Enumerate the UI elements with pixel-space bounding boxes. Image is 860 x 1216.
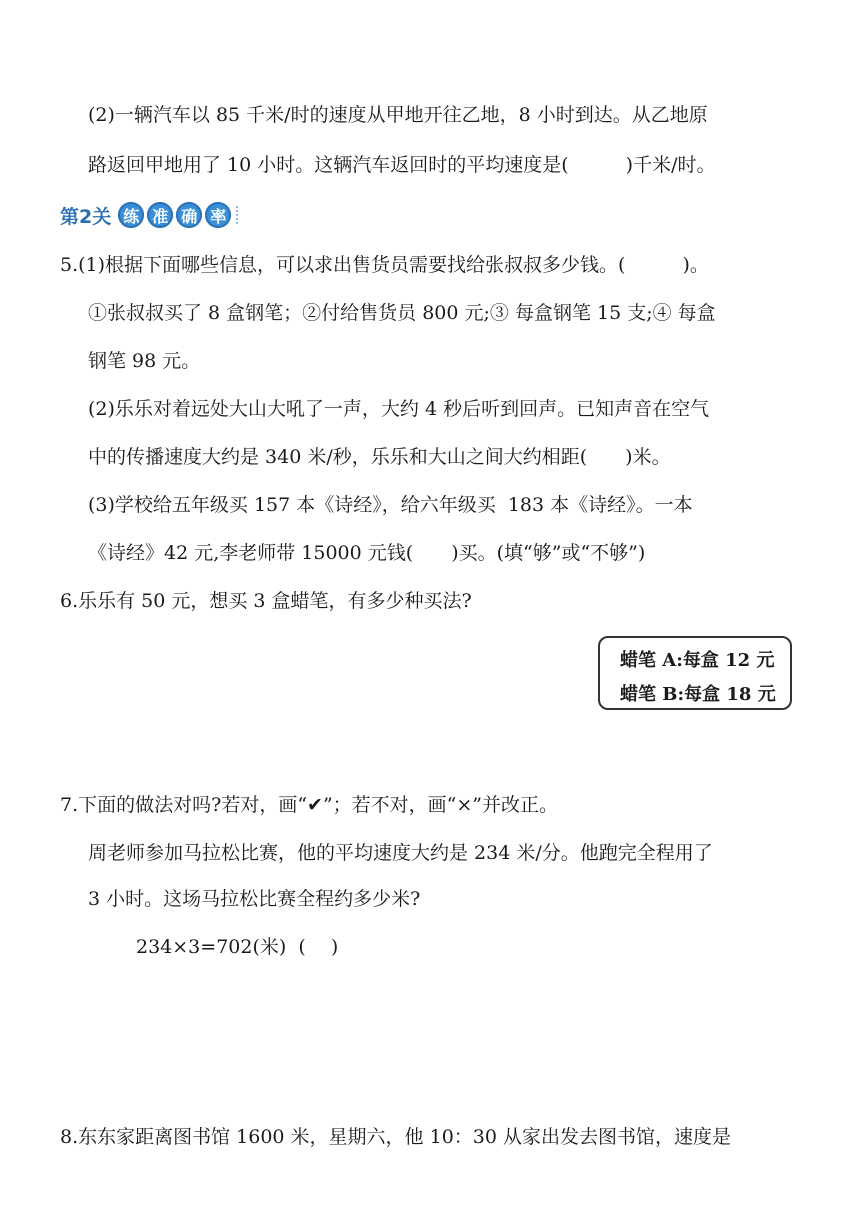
question-8-line-1: 8.东东家距离图书馆 1600 米，星期六，他 10：30 从家出发去图书馆，速度是 <box>60 1126 731 1148</box>
question-4-2-line-1: (2)一辆汽车以 85 千米/时的速度从甲地开往乙地，8 小时到达。从乙地原 <box>88 104 708 126</box>
banner-char-1: 练 <box>118 202 144 228</box>
question-5-1-line-3: 钢笔 98 元。 <box>88 350 201 372</box>
crayon-a-price: 蜡笔 A:每盒 12 元 <box>620 650 775 671</box>
question-7-instruction: 7.下面的做法对吗?若对，画“✔”；若不对，画“×”并改正。 <box>60 794 559 816</box>
banner-dotted-edge <box>236 206 242 224</box>
banner-char-4: 率 <box>205 202 231 228</box>
question-5-1-line-1: 5.(1)根据下面哪些信息，可以求出售货员需要找给张叔叔多少钱。( )。 <box>60 254 709 276</box>
crayon-price-box <box>598 636 792 710</box>
question-5-3-line-2: 《诗经》42 元,李老师带 15000 元钱( )买。(填“够”或“不够”) <box>88 542 646 564</box>
question-6: 6.乐乐有 50 元，想买 3 盒蜡笔，有多少种买法? <box>60 590 472 612</box>
question-5-2-line-2: 中的传播速度大约是 340 米/秒，乐乐和大山之间大约相距( )米。 <box>88 446 671 468</box>
question-5-1-line-2: ①张叔叔买了 8 盒钢笔；②付给售货员 800 元;③ 每盒钢笔 15 支;④ 每盒 <box>88 302 716 324</box>
question-5-2-line-1: (2)乐乐对着远处大山大吼了一声，大约 4 秒后听到回声。已知声音在空气 <box>88 398 710 420</box>
level-2-banner <box>60 200 242 230</box>
crayon-b-price: 蜡笔 B:每盒 18 元 <box>620 684 776 705</box>
banner-char-2: 准 <box>147 202 173 228</box>
question-7-calculation: 234×3=702(米) ( ) <box>136 936 339 958</box>
banner-char-3: 确 <box>176 202 202 228</box>
question-7-line-2: 3 小时。这场马拉松比赛全程约多少米? <box>88 888 421 910</box>
question-5-3-line-1: (3)学校给五年级买 157 本《诗经》，给六年级买 183 本《诗经》。一本 <box>88 494 693 516</box>
banner-label: 第2关 <box>60 205 112 228</box>
question-4-2-line-2: 路返回甲地用了 10 小时。这辆汽车返回时的平均速度是( )千米/时。 <box>88 154 716 176</box>
question-7-line-1: 周老师参加马拉松比赛，他的平均速度大约是 234 米/分。他跑完全程用了 <box>88 842 713 864</box>
